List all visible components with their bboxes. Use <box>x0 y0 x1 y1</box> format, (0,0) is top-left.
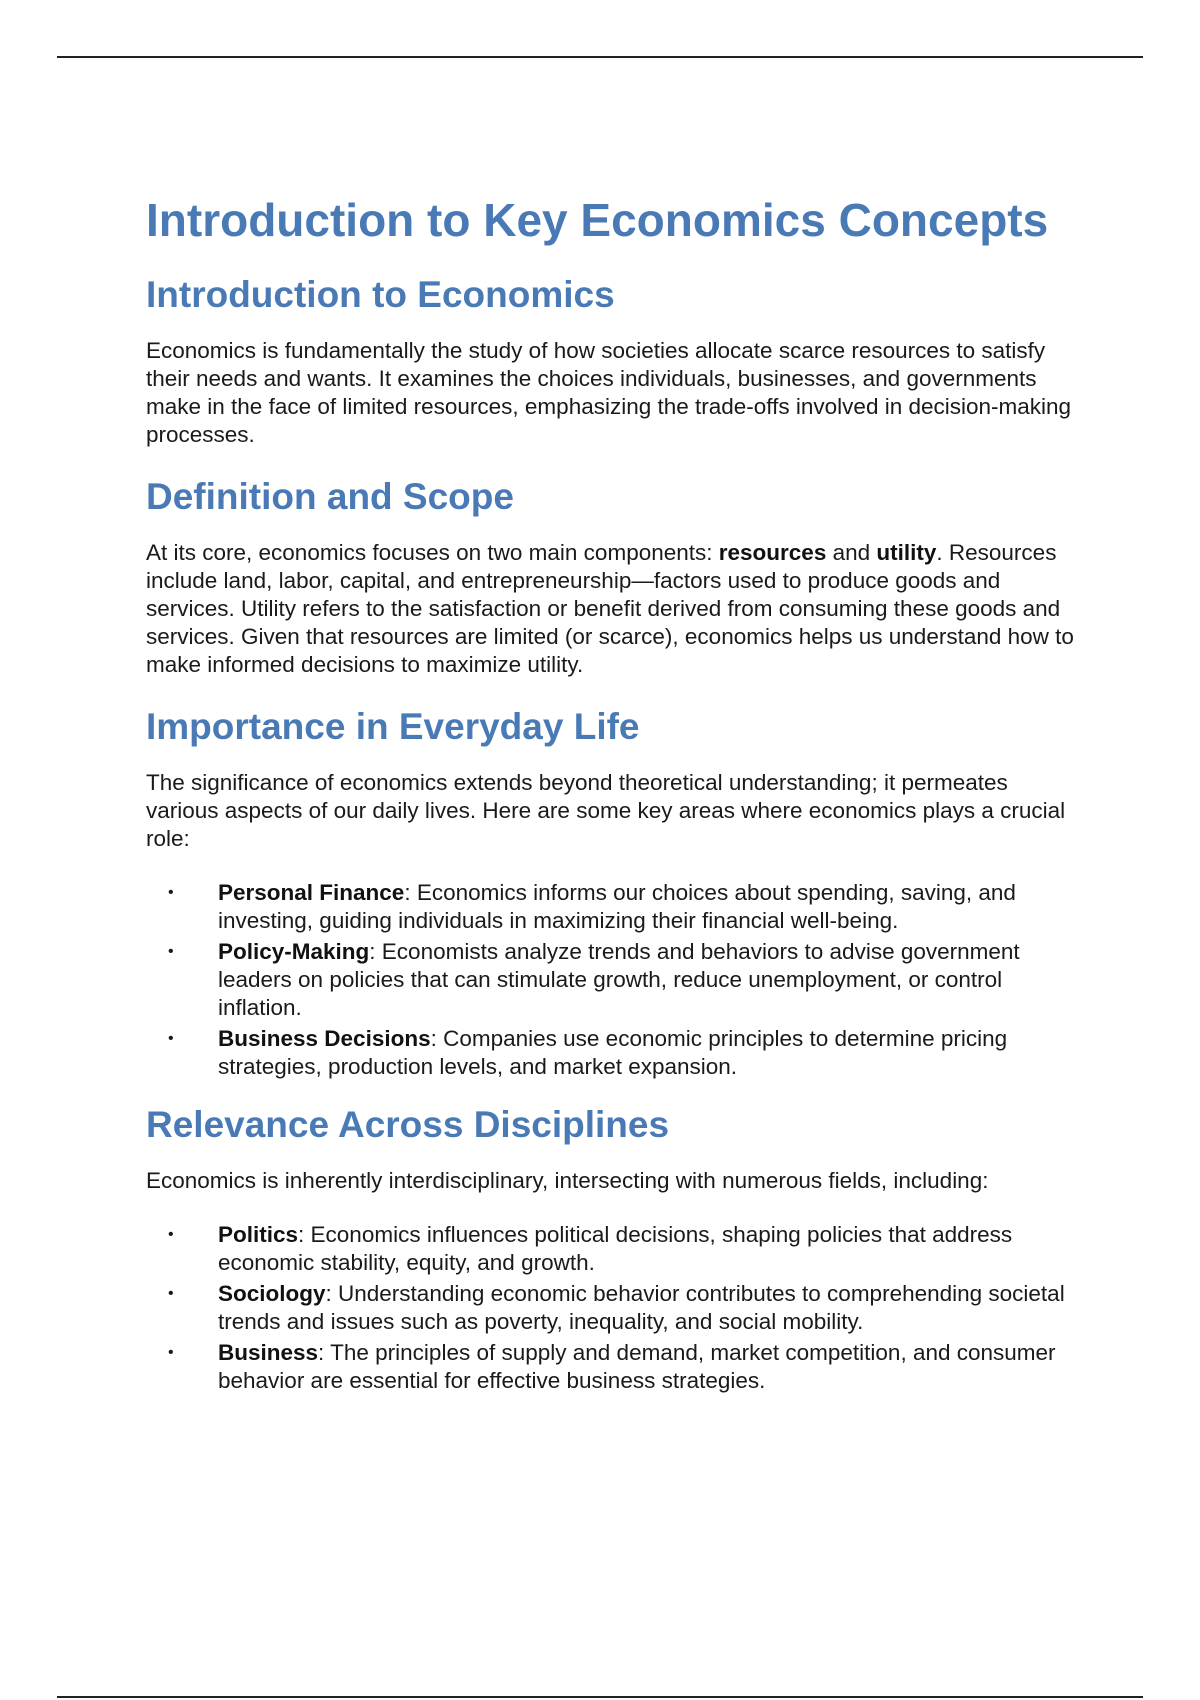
list-item-term: Personal Finance <box>218 880 405 905</box>
list-item-text: : Economics influences political decisions, shaping policies that address economic stability, equity, and growth. <box>218 1222 1013 1275</box>
importance-list <box>146 879 1086 1081</box>
bullet-icon: • <box>168 884 174 901</box>
bullet-icon: • <box>168 1226 174 1243</box>
definition-text-and: and <box>826 540 877 565</box>
section-heading-definition: Definition and Scope <box>146 476 514 517</box>
definition-text-rest: . Resources include land, labor, capital, and entrepreneurship—factors used to produce goods and services. Utility refers to the satisfaction or benefit derived from consuming these goods and services. Given that resources are limited (or scarce), economics helps us understand how to make informed decisions to maximize utility. <box>146 540 1074 677</box>
bullet-icon: • <box>168 1285 174 1302</box>
bullet-icon: • <box>168 1030 174 1047</box>
list-item-text: : Understanding economic behavior contributes to comprehending societal trends and issues such as poverty, inequality, and social mobility. <box>218 1281 1065 1334</box>
list-item-text: : Economics informs our choices about spending, saving, and investing, guiding individuals in maximizing their financial well-being. <box>218 880 1016 933</box>
footer-rule <box>57 1696 1143 1698</box>
section-heading-intro: Introduction to Economics <box>146 274 615 315</box>
section-heading-importance: Importance in Everyday Life <box>146 706 640 747</box>
importance-paragraph: The significance of economics extends beyond theoretical understanding; it permeates various aspects of our daily lives. Here are some key areas where economics plays a crucial role: <box>146 770 1066 851</box>
bullet-icon: • <box>168 943 174 960</box>
definition-text-start: At its core, economics focuses on two main components: <box>146 540 719 565</box>
intro-paragraph: Economics is fundamentally the study of how societies allocate scarce resources to satisfy their needs and wants. It examines the choices individuals, businesses, and governments make in the face of limited resources, emphasizing the trade-offs involved in decision-making processes. <box>146 338 1072 447</box>
list-item-term: Sociology <box>218 1281 326 1306</box>
list-item <box>146 879 1086 935</box>
list-item-term: Business Decisions <box>218 1026 431 1051</box>
list-item <box>146 1221 1086 1277</box>
term-utility: utility <box>876 540 937 565</box>
document-body <box>146 192 1086 1417</box>
header-rule <box>57 56 1143 58</box>
list-item-term: Politics <box>218 1222 299 1247</box>
list-item-term: Policy-Making <box>218 939 370 964</box>
definition-paragraph <box>146 539 1086 679</box>
list-item <box>146 1280 1086 1336</box>
document-title: Introduction to Key Economics Concepts <box>146 194 1049 246</box>
list-item-text: : Economists analyze trends and behaviors to advise government leaders on policies that can stimulate growth, reduce unemployment, or control inflation. <box>218 939 1020 1020</box>
list-item-term: Business <box>218 1340 319 1365</box>
list-item <box>146 1025 1086 1081</box>
list-item-text: : The principles of supply and demand, market competition, and consumer behavior are essential for effective business strategies. <box>218 1340 1056 1393</box>
list-item <box>146 938 1086 1022</box>
relevance-list <box>146 1221 1086 1395</box>
list-item-text: : Companies use economic principles to determine pricing strategies, production levels, and market expansion. <box>218 1026 1008 1079</box>
list-item <box>146 1339 1086 1395</box>
relevance-paragraph: Economics is inherently interdisciplinary, intersecting with numerous fields, including: <box>146 1168 989 1193</box>
term-resources: resources <box>718 540 827 565</box>
bullet-icon: • <box>168 1344 174 1361</box>
section-heading-relevance: Relevance Across Disciplines <box>146 1104 670 1145</box>
